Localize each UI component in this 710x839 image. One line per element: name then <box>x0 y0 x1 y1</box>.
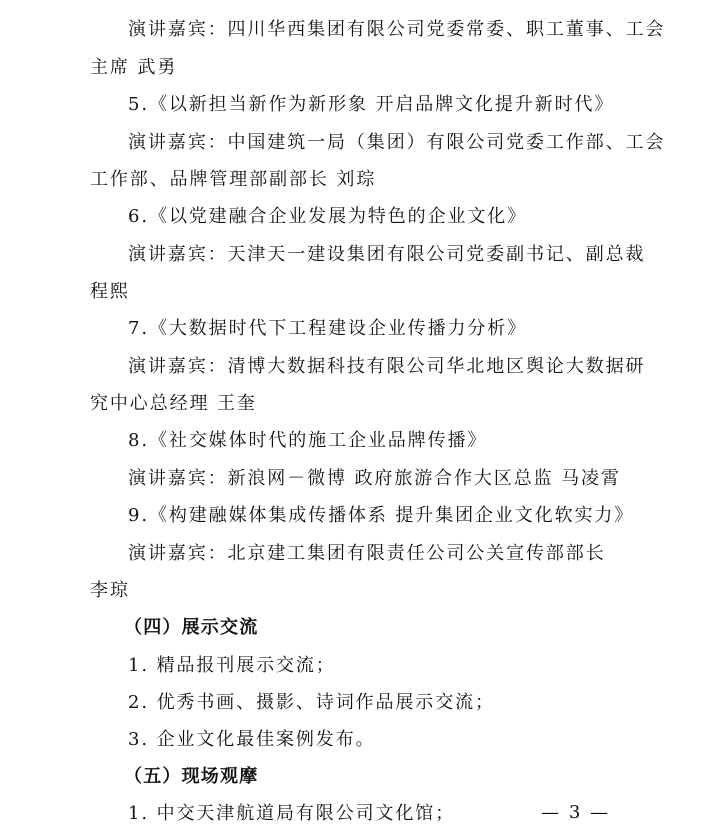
talk-title-6: 6.《以党建融合企业发展为特色的企业文化》 <box>128 206 528 227</box>
speaker-line-8: 演讲嘉宾：新浪网－微博 政府旅游合作大区总监 马凌霄 <box>128 468 621 489</box>
speaker-line-7: 演讲嘉宾：清博大数据科技有限公司华北地区舆论大数据研 <box>128 356 646 377</box>
talk-title-7: 7.《大数据时代下工程建设企业传播力分析》 <box>128 318 528 339</box>
list-item-4-1: 1. 精品报刊展示交流； <box>128 655 336 676</box>
speaker-line-6-cont: 程熙 <box>90 281 130 302</box>
speaker-line-6: 演讲嘉宾：天津天一建设集团有限公司党委副书记、副总裁 <box>128 244 646 265</box>
speaker-line-9-cont: 李琼 <box>90 580 130 601</box>
list-item-4-2: 2. 优秀书画、摄影、诗词作品展示交流； <box>128 692 495 713</box>
speaker-line-5: 演讲嘉宾：中国建筑一局（集团）有限公司党委工作部、工会 <box>128 132 666 153</box>
talk-title-5: 5.《以新担当新作为新形象 开启品牌文化提升新时代》 <box>128 94 615 115</box>
talk-title-9: 9.《构建融媒体集成传播体系 提升集团企业文化软实力》 <box>128 505 635 526</box>
speaker-line-9: 演讲嘉宾：北京建工集团有限责任公司公关宣传部部长 <box>128 543 606 564</box>
speaker-line-4-cont: 主席 武勇 <box>90 57 178 78</box>
speaker-line-4: 演讲嘉宾：四川华西集团有限公司党委常委、职工董事、工会 <box>128 19 666 40</box>
page-number: — 3 — <box>541 802 610 823</box>
section-heading-4: （四）展示交流 <box>124 617 259 638</box>
list-item-5-1: 1. 中交天津航道局有限公司文化馆； <box>128 803 456 824</box>
list-item-4-3: 3. 企业文化最佳案例发布。 <box>128 729 376 750</box>
speaker-line-5-cont: 工作部、品牌管理部副部长 刘琮 <box>90 169 377 190</box>
speaker-line-7-cont: 究中心总经理 王奎 <box>90 393 257 414</box>
talk-title-8: 8.《社交媒体时代的施工企业品牌传播》 <box>128 430 488 451</box>
section-heading-5: （五）现场观摩 <box>124 766 259 787</box>
